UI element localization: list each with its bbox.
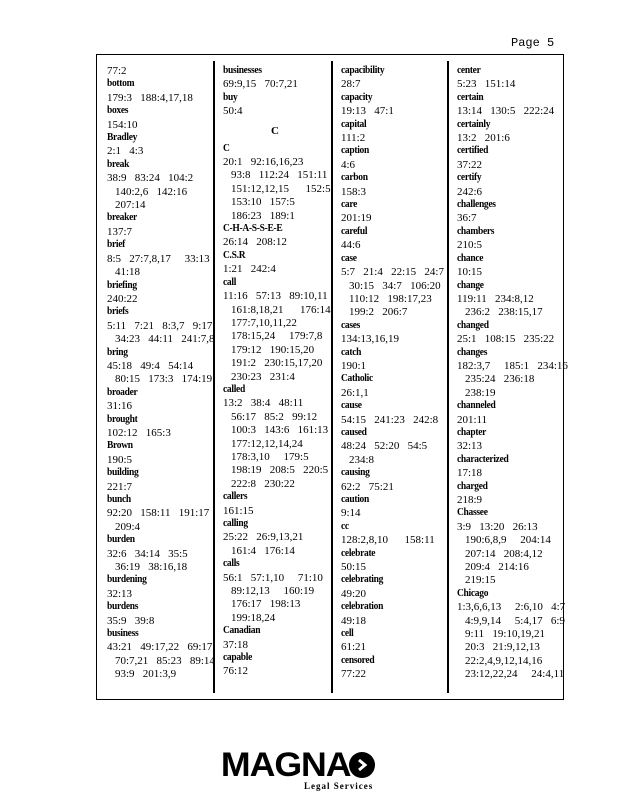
index-headword: breaker [107, 213, 137, 224]
index-headword: careful [341, 226, 368, 238]
index-headword: cc [341, 521, 349, 533]
index-headword: business [107, 628, 139, 640]
index-reference: 128:2,8,10 158:11 [341, 534, 435, 547]
index-headword: chance [457, 253, 484, 264]
index-reference: 158:3 [341, 185, 367, 198]
index-reference: 8:5 27:7,8,17 33:13 [107, 252, 210, 265]
index-reference: 92:20 158:11 191:17 [107, 507, 210, 520]
index-reference-continued: 9:11 19:10,19,21 [465, 628, 545, 641]
index-headword: callers [223, 491, 248, 503]
index-reference: 36:7 [457, 212, 477, 225]
index-page-frame [96, 54, 568, 700]
index-reference: 61:21 [341, 641, 367, 654]
index-reference: 48:24 52:20 54:5 [341, 440, 428, 453]
index-reference-continued: 161:8,18,21 176:14 [231, 303, 331, 316]
index-headword: censored [341, 655, 375, 667]
index-column-2 [213, 61, 331, 693]
index-headword: carbon [341, 172, 368, 184]
index-headword: Canadian [223, 625, 261, 637]
index-reference: 210:5 [457, 239, 483, 252]
index-reference: 77:22 [341, 668, 367, 681]
index-headword: certified [457, 146, 489, 157]
index-headword: building [107, 467, 139, 479]
index-headword: challenges [457, 199, 496, 211]
index-reference: 161:15 [223, 504, 254, 517]
index-headword: called [223, 384, 245, 396]
index-reference: 19:13 47:1 [341, 105, 394, 118]
index-reference-continued: 100:3 143:6 161:13 [231, 424, 329, 437]
index-reference: 62:2 75:21 [341, 480, 394, 493]
index-reference: 201:11 [457, 413, 488, 426]
index-headword: brief [107, 239, 126, 251]
index-headword: case [341, 253, 357, 264]
index-headword: celebration [341, 601, 384, 613]
index-headword: chapter [457, 427, 487, 439]
index-reference: 77:2 [107, 65, 127, 77]
index-reference-continued: 190:6,8,9 204:14 [465, 534, 551, 547]
index-headword: bottom [107, 79, 135, 90]
index-headword: C [223, 143, 230, 154]
index-reference: 201:19 [341, 212, 372, 225]
index-headword: capable [223, 652, 253, 664]
index-headword: certify [457, 172, 482, 184]
index-reference-continued: 191:2 230:15,17,20 [231, 357, 323, 370]
index-reference-continued: 209:4 214:16 [465, 561, 529, 574]
index-headword: change [457, 280, 484, 291]
index-headword: celebrating [341, 575, 384, 586]
index-reference-continued: 199:2 206:7 [349, 306, 408, 319]
index-headword: break [107, 159, 130, 171]
index-reference: 25:1 108:15 235:22 [457, 333, 555, 346]
index-reference-continued: 153:10 157:5 [231, 196, 295, 209]
index-reference: 1:21 242:4 [223, 263, 276, 276]
index-reference: 10:15 [457, 266, 483, 279]
index-headword: capacibility [341, 65, 385, 77]
index-headword: C.S.R [223, 250, 246, 262]
index-headword: causing [341, 467, 370, 479]
arrow-right-icon [349, 752, 375, 778]
index-reference-continued: 186:23 189:1 [231, 209, 295, 222]
index-reference-continued: 236:2 238:15,17 [465, 306, 543, 319]
index-headword: celebrate [341, 548, 376, 559]
index-reference: 54:15 241:23 242:8 [341, 413, 439, 426]
index-reference: 137:7 [107, 225, 133, 238]
index-reference-continued: 20:3 21:9,12,13 [465, 641, 540, 654]
index-headword: Chicago [457, 588, 489, 600]
index-reference-continued: 222:8 230:22 [231, 477, 295, 490]
index-reference-continued: 110:12 198:17,23 [349, 292, 432, 305]
index-reference-continued: 34:23 44:11 241:7,8 [115, 333, 215, 346]
index-reference: 119:11 234:8,12 [457, 292, 534, 305]
index-reference: 28:7 [341, 78, 361, 91]
index-reference: 102:12 165:3 [107, 426, 171, 439]
section-letter: C [271, 124, 279, 137]
index-reference: 190:1 [341, 359, 367, 372]
index-reference: 43:21 49:17,22 69:17 [107, 641, 213, 654]
index-reference: 190:5 [107, 453, 133, 466]
index-reference: 44:6 [341, 239, 361, 252]
index-headword: bunch [107, 494, 131, 506]
index-reference-continued: 93:9 201:3,9 [115, 668, 177, 681]
index-reference-continued: 56:17 85:2 99:12 [231, 410, 318, 423]
index-headword: capital [341, 119, 367, 130]
index-reference: 32:13 [457, 440, 483, 453]
index-reference-continued: 207:14 [115, 199, 146, 212]
index-reference: 13:2 38:4 48:11 [223, 397, 304, 410]
page-number: Page 5 [511, 36, 555, 50]
index-reference: 35:9 39:8 [107, 614, 155, 627]
index-reference-continued: 178:3,10 179:5 [231, 450, 309, 463]
index-reference: 20:1 92:16,16,23 [223, 156, 304, 169]
index-headword: broader [107, 387, 138, 398]
index-reference: 25:22 26:9,13,21 [223, 531, 304, 544]
index-reference: 26:14 208:12 [223, 236, 287, 249]
index-headword: burdens [107, 601, 139, 613]
index-reference-continued: 234:8 [349, 453, 375, 466]
index-headword: calling [223, 518, 248, 530]
index-headword: calls [223, 558, 240, 570]
index-headword: caution [341, 494, 369, 506]
index-reference: 1:3,6,6,13 2:6,10 4:7 [457, 601, 566, 614]
index-reference: 26:1,1 [341, 386, 369, 399]
index-headword: briefing [107, 280, 137, 291]
index-reference: 4:6 [341, 158, 356, 171]
index-column-1 [103, 65, 213, 682]
index-headword: cause [341, 400, 362, 412]
index-headword: certain [457, 92, 484, 104]
index-headword: briefs [107, 307, 129, 318]
index-headword: cases [341, 320, 361, 331]
index-reference: 179:3 188:4,17,18 [107, 91, 193, 104]
index-headword: call [223, 277, 237, 288]
index-headword: boxes [107, 105, 129, 117]
index-reference: 5:11 7:21 8:3,7 9:17 [107, 319, 213, 332]
index-reference: 56:1 57:1,10 71:10 [223, 571, 323, 584]
index-reference-continued: 178:15,24 179:7,8 [231, 330, 323, 343]
index-headword: channeled [457, 400, 496, 412]
index-headword: caused [341, 427, 367, 439]
index-headword: center [457, 65, 481, 77]
index-headword: caption [341, 146, 369, 157]
index-reference: 32:13 [107, 587, 133, 600]
index-reference: 13:2 201:6 [457, 132, 510, 145]
index-reference: 5:7 21:4 22:15 24:7 [341, 266, 444, 279]
index-reference-continued: 22:2,4,9,12,14,16 [465, 654, 543, 667]
index-reference-continued: 230:23 231:4 [231, 370, 295, 383]
index-reference-continued: 151:12,12,15 152:5 [231, 182, 331, 195]
index-headword: Catholic [341, 374, 373, 385]
index-reference: 76:12 [223, 665, 249, 678]
index-reference: 69:9,15 70:7,21 [223, 78, 298, 91]
index-reference-continued: 235:24 236:18 [465, 373, 535, 386]
logo-wordmark: MAGNA [220, 746, 351, 784]
index-reference-continued: 207:14 208:4,12 [465, 547, 543, 560]
index-headword: chambers [457, 226, 495, 238]
index-headword: changed [457, 320, 489, 331]
index-headword: care [341, 199, 358, 211]
index-reference: 17:18 [457, 467, 483, 480]
index-reference: 49:18 [341, 614, 367, 627]
index-headword: Bradley [107, 132, 138, 144]
index-reference-continued: 80:15 173:3 174:19 [115, 373, 213, 386]
index-headword: burden [107, 534, 135, 546]
index-reference: 50:4 [223, 105, 243, 118]
index-reference-continued: 177:7,10,11,22 [231, 316, 297, 329]
index-reference: 31:16 [107, 400, 133, 413]
index-reference: 221:7 [107, 480, 133, 493]
index-reference-continued: 199:18,24 [231, 611, 276, 624]
index-reference-continued: 209:4 [115, 520, 141, 533]
index-headword: capacity [341, 92, 373, 104]
index-reference-continued: 179:12 190:15,20 [231, 343, 315, 356]
index-reference: 13:14 130:5 222:24 [457, 105, 555, 118]
index-reference: 182:3,7 185:1 234:16 [457, 359, 568, 372]
index-reference-continued: 238:19 [465, 386, 496, 399]
index-headword: C-H-A-S-S-E-E [223, 223, 283, 235]
index-reference-continued: 23:12,22,24 24:4,11 [465, 668, 565, 681]
index-headword: bring [107, 347, 128, 358]
index-reference: 111:2 [341, 132, 366, 145]
index-reference: 242:6 [457, 185, 483, 198]
index-headword: changes [457, 347, 488, 358]
index-reference: 49:20 [341, 587, 367, 600]
index-reference-continued: 4:9,9,14 5:4,17 6:9 [465, 614, 565, 627]
index-headword: charged [457, 481, 488, 492]
index-reference-continued: 70:7,21 85:23 89:14 [115, 654, 215, 667]
index-reference-continued: 93:8 112:24 151:11 [231, 169, 328, 182]
index-headword: burdening [107, 575, 147, 586]
index-reference: 11:16 57:13 89:10,11 [223, 290, 328, 303]
index-reference: 2:1 4:3 [107, 145, 144, 158]
index-headword: Brown [107, 441, 133, 452]
index-reference: 5:23 151:14 [457, 78, 516, 91]
index-headword: certainly [457, 119, 491, 130]
index-headword: cell [341, 628, 354, 640]
index-reference-continued: 161:4 176:14 [231, 544, 295, 557]
index-reference: 240:22 [107, 292, 138, 305]
index-reference-continued: 30:15 34:7 106:20 [349, 279, 441, 292]
index-reference: 3:9 13:20 26:13 [457, 520, 538, 533]
index-headword: brought [107, 414, 138, 425]
index-headword: buy [223, 92, 238, 104]
index-reference-continued: 219:15 [465, 574, 496, 587]
index-reference: 154:10 [107, 118, 138, 131]
index-reference: 38:9 83:24 104:2 [107, 172, 194, 185]
index-reference: 134:13,16,19 [341, 333, 400, 346]
index-reference-continued: 140:2,6 142:16 [115, 185, 188, 198]
index-column-4 [447, 61, 568, 693]
footer-logo [220, 746, 396, 791]
index-reference: 45:18 49:4 54:14 [107, 359, 194, 372]
index-reference: 37:22 [457, 158, 483, 171]
index-reference: 37:18 [223, 638, 249, 651]
index-reference-continued: 36:19 38:16,18 [115, 561, 188, 574]
index-reference: 50:15 [341, 561, 367, 574]
index-column-3 [331, 61, 447, 693]
index-headword: catch [341, 347, 362, 358]
logo-subtitle: Legal Services [304, 781, 374, 791]
index-headword: businesses [223, 65, 262, 77]
index-reference: 32:6 34:14 35:5 [107, 547, 188, 560]
index-headword: Chassee [457, 508, 488, 519]
index-reference: 9:14 [341, 507, 361, 520]
index-reference-continued: 41:18 [115, 266, 141, 279]
index-reference-continued: 198:19 208:5 220:5 [231, 464, 329, 477]
index-headword: characterized [457, 454, 509, 465]
index-reference-continued: 89:12,13 160:19 [231, 585, 315, 598]
index-reference-continued: 176:17 198:13 [231, 598, 301, 611]
index-reference: 218:9 [457, 494, 483, 506]
index-reference-continued: 177:12,12,14,24 [231, 437, 303, 450]
